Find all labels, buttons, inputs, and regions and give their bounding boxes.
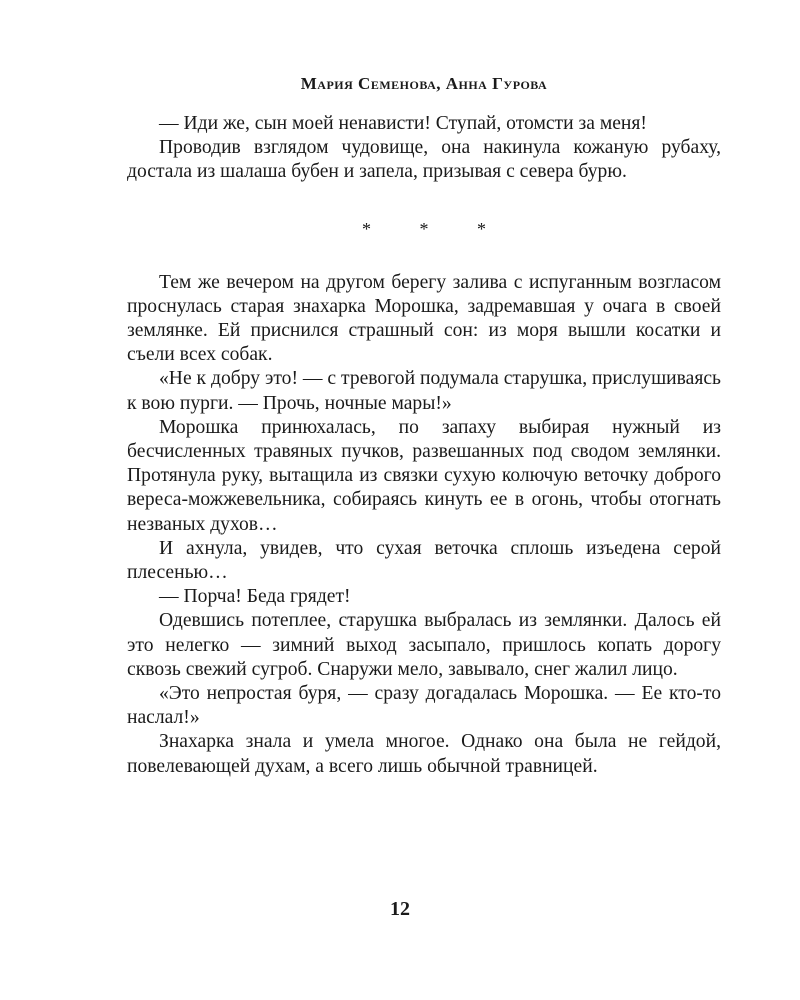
paragraph: — Иди же, сын моей ненависти! Ступай, отомсти за меня! [159, 113, 647, 134]
paragraph: «Не к добру это! — с тревогой подумала старушка, прислушиваясь к вою пурги. — Прочь, ночные мары!» [127, 368, 721, 414]
paragraph: Тем же вечером на другом берегу залива с испуганным возгласом проснулась старая знахарка Морошка, задремавшая у очага в своей землянке. Ей приснился страшный сон: из моря вышли косатки и съели всех собак. [127, 271, 721, 366]
paragraph: Морошка принюхалась, по запаху выбирая нужный из бесчисленных травяных пучков, развешанных под сводом землянки. Протянула руку, вытащила из связки сухую колючую веточку доброго вереса-можжевельника, собираясь кинуть ее в огонь, чтобы отогнать незваных духов… [127, 416, 721, 535]
page-number: 12 [390, 898, 410, 920]
book-page [127, 60, 721, 779]
paragraph: Одевшись потеплее, старушка выбралась из землянки. Далось ей это нелегко — зимний выход засыпало, пришлось копать дорогу сквозь свежий сугроб. Снаружи мело, завывало, снег жалил лицо. [127, 610, 721, 680]
paragraph: «Это непростая буря, — сразу догадалась Морошка. — Ее кто-то наслал!» [127, 683, 721, 729]
paragraph: Проводив взглядом чудовище, она накинула кожаную рубаху, достала из шалаша бубен и запела, призывая с севера бурю. [127, 137, 721, 183]
paragraph: И ахнула, увидев, что сухая веточка сплошь изъедена серой плесенью… [127, 537, 721, 584]
running-head: Мария Семенова, Анна Гурова [300, 74, 548, 93]
section-break: * * * [362, 218, 508, 239]
paragraph: Знахарка знала и умела многое. Однако она была не гейдой, повелевающей духам, а всего лишь обычной травницей. [127, 731, 721, 777]
paragraph: — Порча! Беда грядет! [159, 586, 351, 608]
